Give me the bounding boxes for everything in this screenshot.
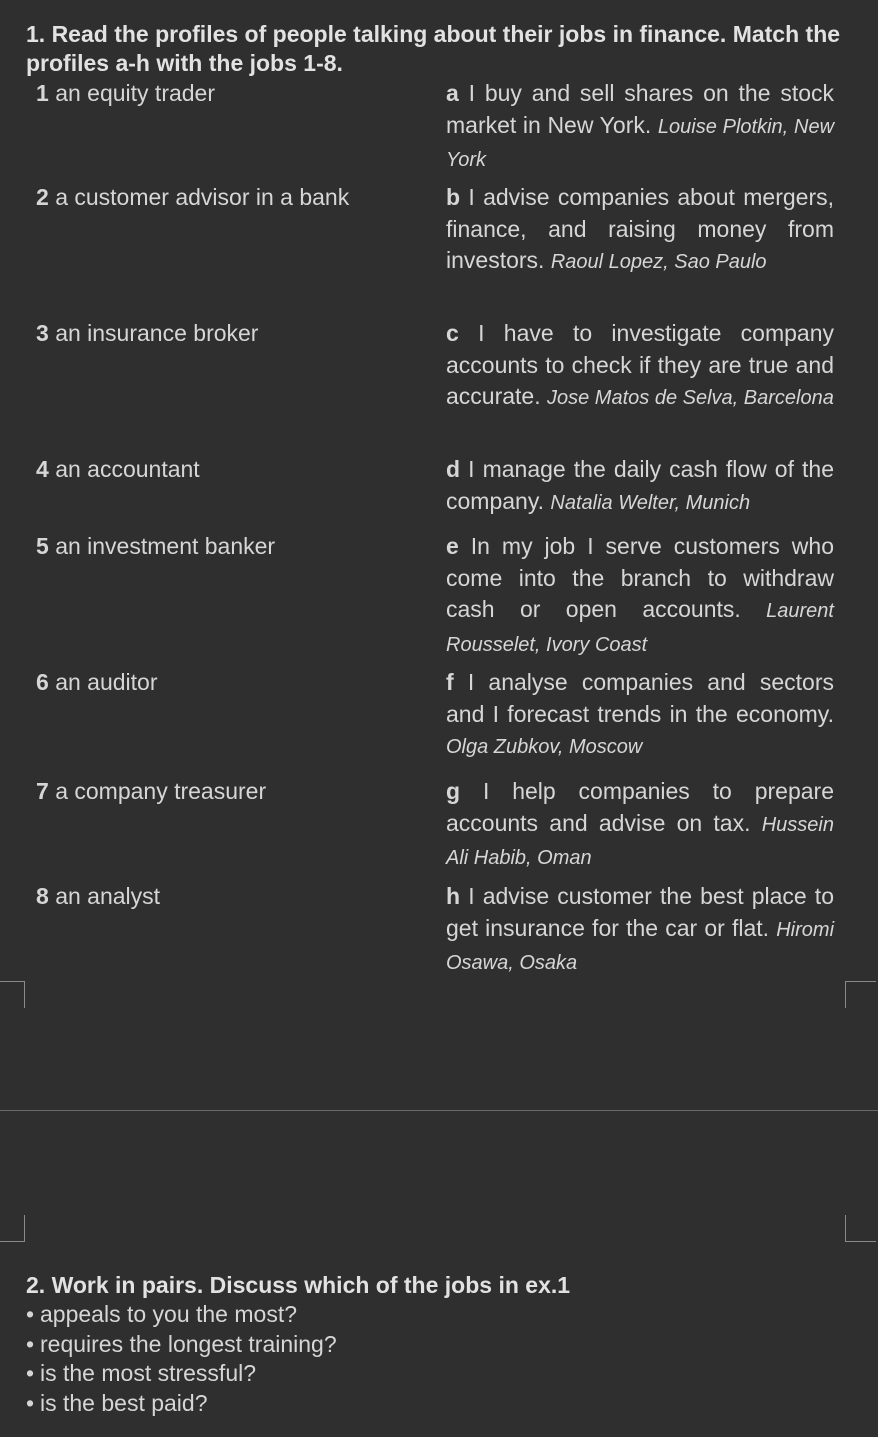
- profile-letter: g: [446, 778, 461, 804]
- job-item: [36, 776, 416, 807]
- crop-mark-bottom-right: [845, 1215, 876, 1242]
- profile-letter: h: [446, 883, 461, 909]
- job-number: 6: [36, 669, 49, 695]
- job-title: an accountant: [55, 456, 200, 482]
- list-item: [26, 1389, 337, 1419]
- profile-person: Jose Matos de Selva, Barcelona: [547, 387, 834, 409]
- profile-person: Louise Plotkin, New York: [446, 115, 835, 171]
- job-number: 5: [36, 533, 49, 559]
- profile-text: I have to investigate company accounts to check if they are true and accurate.: [446, 320, 834, 409]
- profile-person: Hussein Ali Habib, Oman: [446, 813, 834, 869]
- profile-item: [446, 318, 834, 415]
- bullet-icon: •: [26, 1301, 35, 1327]
- profile-item: [446, 531, 834, 661]
- profile-text: In my job I serve customers who come into the branch to withdraw cash or open accounts.: [446, 533, 834, 622]
- list-item-text: appeals to you the most?: [40, 1301, 297, 1327]
- profile-letter: b: [446, 184, 461, 210]
- job-item: [36, 454, 416, 485]
- job-title: an investment banker: [55, 533, 276, 559]
- profile-item: [446, 182, 834, 279]
- list-item-text: is the most stressful?: [40, 1360, 257, 1386]
- list-item-text: requires the longest training?: [40, 1330, 337, 1357]
- profile-letter: a: [446, 80, 459, 106]
- job-number: 1: [36, 80, 49, 106]
- job-number: 4: [36, 456, 49, 482]
- list-item: [26, 1330, 337, 1360]
- job-number: 3: [36, 320, 49, 346]
- job-title: an analyst: [55, 883, 161, 909]
- exercise-2-heading: 2. Work in pairs. Discuss which of the jobs in ex.1: [26, 1272, 571, 1298]
- job-title: an insurance broker: [55, 320, 259, 346]
- profile-letter: c: [446, 320, 459, 346]
- profile-person: Natalia Welter, Munich: [550, 491, 751, 514]
- job-item: [36, 881, 416, 912]
- crop-mark-bottom-left: [0, 1215, 25, 1242]
- profile-text: I buy and sell shares on the stock market in New York.: [446, 80, 834, 138]
- crop-mark-top-left: [0, 981, 25, 1008]
- profile-letter: d: [446, 456, 461, 482]
- profile-text: I manage the daily cash flow of the company.: [446, 456, 835, 514]
- profile-person: Raoul Lopez, Sao Paulo: [550, 251, 767, 273]
- job-item: [36, 78, 416, 109]
- job-item: [36, 318, 416, 349]
- job-item: [36, 182, 416, 213]
- profile-item: [446, 454, 834, 519]
- profile-person: Olga Zubkov, Moscow: [446, 736, 643, 758]
- list-item: [26, 1300, 337, 1330]
- page-break-divider: [0, 1110, 878, 1111]
- bullet-icon: •: [26, 1330, 35, 1357]
- profile-text: I advise companies about mergers, finance, and raising money from investors.: [446, 184, 834, 273]
- job-item: [36, 667, 416, 698]
- profile-item: [446, 881, 834, 980]
- profile-item: [446, 667, 834, 764]
- profile-item: [446, 776, 834, 875]
- profile-person: Laurent Rousselet, Ivory Coast: [446, 600, 834, 656]
- profile-person: Hiromi Osawa, Osaka: [446, 918, 835, 974]
- list-item-text: is the best paid?: [40, 1389, 208, 1416]
- job-title: a customer advisor in a bank: [55, 184, 350, 210]
- job-title: an equity trader: [55, 80, 216, 106]
- profile-text: I analyse companies and sectors and I forecast trends in the economy.: [446, 669, 834, 727]
- job-title: an auditor: [55, 669, 158, 695]
- job-title: a company treasurer: [55, 778, 267, 804]
- profile-text: I help companies to prepare accounts and advise on tax.: [446, 778, 834, 836]
- discussion-list: [26, 1300, 337, 1418]
- job-number: 7: [36, 778, 49, 804]
- profile-text: I advise customer the best place to get insurance for the car or flat.: [446, 883, 834, 941]
- exercise-1-heading: 1. Read the profiles of people talking about their jobs in finance. Match the profiles a-h with the jobs 1-8.: [26, 21, 841, 76]
- list-item: [26, 1359, 337, 1389]
- job-number: 2: [36, 184, 49, 210]
- profile-letter: e: [446, 533, 459, 559]
- job-item: [36, 531, 416, 562]
- profile-letter: f: [446, 669, 454, 695]
- crop-mark-top-right: [845, 981, 876, 1008]
- bullet-icon: •: [26, 1360, 35, 1386]
- bullet-icon: •: [26, 1389, 35, 1416]
- profile-item: [446, 78, 834, 177]
- job-number: 8: [36, 883, 49, 909]
